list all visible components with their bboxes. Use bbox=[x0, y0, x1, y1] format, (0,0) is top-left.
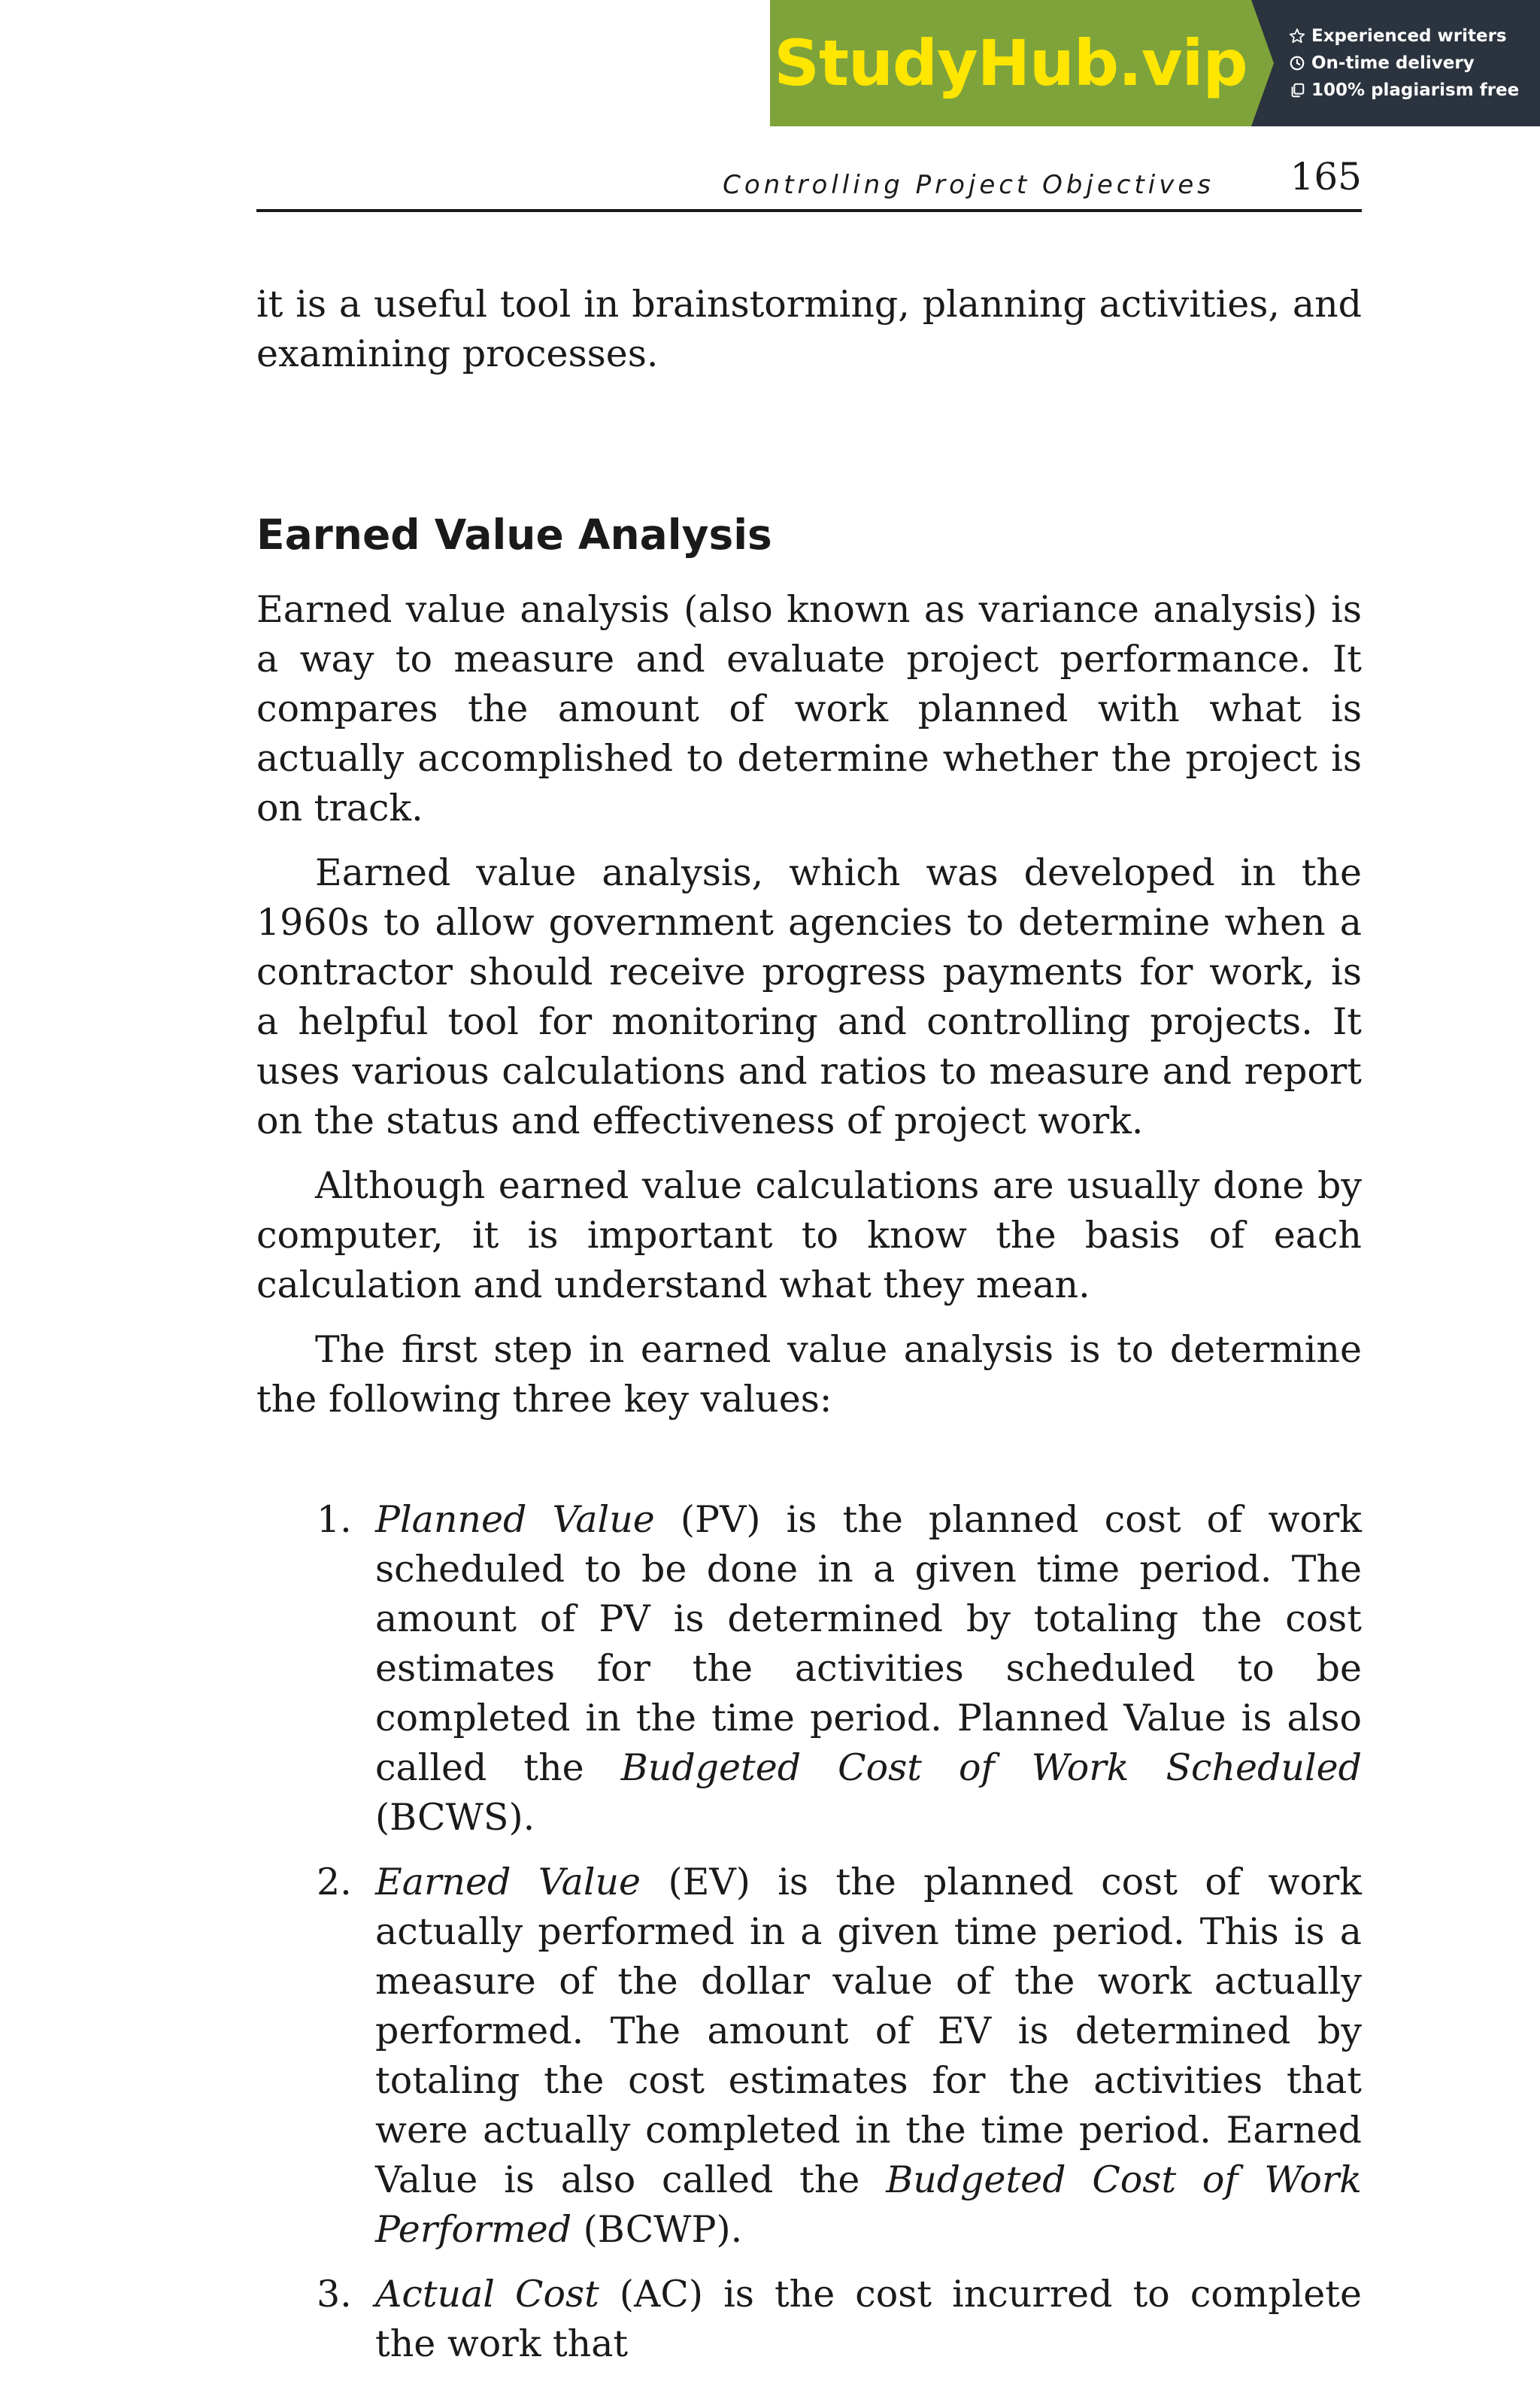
star-outline-icon bbox=[1289, 28, 1305, 44]
body-paragraph: Although earned value calculations are usually done by computer, it is important to know the basis of each calculation and understand what they mean. bbox=[256, 1164, 1362, 1306]
list-text-b: (BCWP). bbox=[571, 2208, 743, 2251]
studyhub-banner[interactable] bbox=[770, 0, 1540, 126]
list-item-text bbox=[375, 1495, 1362, 1843]
feature-experienced-writers bbox=[1289, 26, 1540, 46]
intro-paragraph: it is a useful tool in brainstorming, planning activities, and examining processes. bbox=[256, 283, 1362, 375]
body-paragraph: The first step in earned value analysis is to determine the following three key values: bbox=[256, 1328, 1362, 1421]
studyhub-logo-text: StudyHub.vip bbox=[774, 26, 1247, 100]
list-number: 2. bbox=[317, 1861, 352, 1903]
feature-text: On-time delivery bbox=[1311, 53, 1475, 73]
list-item bbox=[256, 2270, 1362, 2369]
studyhub-logo[interactable] bbox=[770, 0, 1251, 126]
list-item bbox=[256, 1858, 1362, 2255]
list-alt-term: Budgeted Cost of Work Scheduled bbox=[620, 1746, 1363, 1789]
copy-icon bbox=[1289, 82, 1305, 99]
feature-text: 100% plagiarism free bbox=[1311, 80, 1520, 100]
feature-plagiarism-free bbox=[1289, 80, 1540, 100]
clock-icon bbox=[1289, 55, 1305, 71]
list-text-a: (EV) is the planned cost of work actually performed in a given time period. This is a measure of the dollar value of the work actually performed. The amount of EV is determined by totaling the cost estimates for the activities that were actually completed in the time period. Earned Value is also called the bbox=[375, 1861, 1362, 2201]
body-paragraph: Earned value analysis (also known as variance analysis) is a way to measure and evaluate project performance. It compares the amount of work planned with what is actually accomplished to determine whether the project is on track. bbox=[256, 588, 1362, 830]
feature-on-time-delivery bbox=[1289, 53, 1540, 73]
body-paragraph: Earned value analysis, which was developed in the 1960s to allow government agencies to determine when a contractor should receive progress payments for work, is a helpful tool for monitoring and controlling projects. It uses various calculations and ratios to measure and report on the status and effectiveness of project work. bbox=[256, 851, 1362, 1142]
page-number: 165 bbox=[1290, 155, 1362, 199]
running-header bbox=[256, 150, 1362, 212]
running-title: Controlling Project Objectives bbox=[723, 170, 1214, 200]
list-item bbox=[256, 1495, 1362, 1843]
banner-arrow-divider bbox=[1251, 0, 1274, 126]
list-number: 3. bbox=[317, 2273, 352, 2316]
list-term: Earned Value bbox=[375, 1861, 641, 1903]
list-text-b: (BCWS). bbox=[375, 1796, 535, 1839]
list-item-text bbox=[375, 2270, 1362, 2369]
list-term: Planned Value bbox=[375, 1498, 655, 1541]
page-content bbox=[256, 280, 1362, 2384]
list-text-a: (PV) is the planned cost of work scheduled to be done in a given time period. The amount of PV is determined by totaling the cost estimates for the activities scheduled to be completed in the time period. Planned Value is also called the bbox=[375, 1498, 1363, 1789]
list-number: 1. bbox=[317, 1498, 352, 1541]
list-term: Actual Cost bbox=[375, 2273, 599, 2316]
banner-features bbox=[1274, 0, 1540, 126]
list-alt-term: Budgeted Cost of Work Performed bbox=[375, 2158, 1362, 2251]
list-item-text bbox=[375, 1858, 1362, 2255]
feature-text: Experienced writers bbox=[1311, 26, 1507, 46]
section-heading: Earned Value Analysis bbox=[256, 511, 772, 559]
key-values-list bbox=[256, 1495, 1362, 2369]
list-text-a: (AC) is the cost incurred to complete the work that bbox=[375, 2273, 1362, 2365]
